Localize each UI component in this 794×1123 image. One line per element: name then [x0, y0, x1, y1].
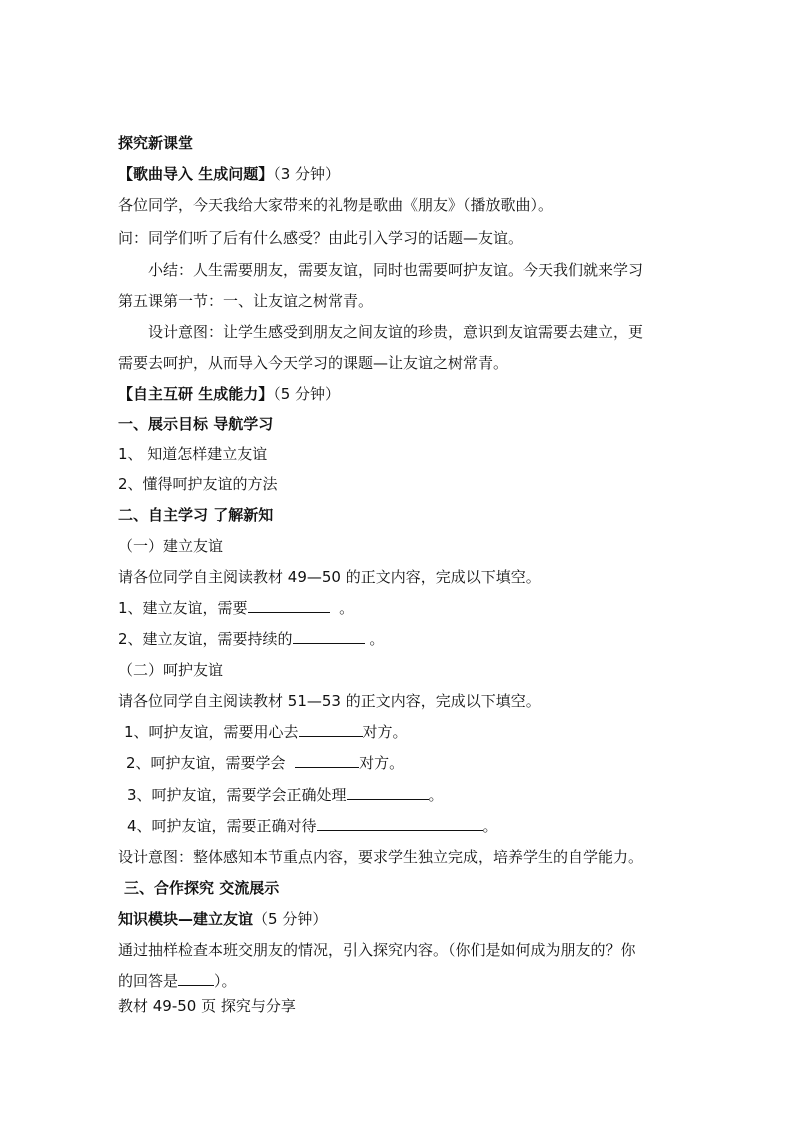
paragraph-design-2: 设计意图：整体感知本节重点内容，要求学生独立完成，培养学生的自学能力。 — [118, 848, 644, 866]
fill-blank[interactable] — [248, 598, 330, 613]
goal-item-2: 2、懂得呵护友谊的方法 — [118, 475, 278, 493]
fill-blank[interactable] — [293, 629, 365, 644]
instruction-reading-1: 请各位同学自主阅读教材 49—50 的正文内容，完成以下填空。 — [118, 568, 541, 586]
heading-knowledge-module — [118, 909, 327, 929]
heading-song-intro-time: （3 分钟） — [273, 165, 341, 183]
fill-item-6 — [127, 816, 498, 836]
heading-song-intro — [118, 164, 340, 184]
fill-item-5-text: 3、呵护友谊，需要学会正确处理 — [127, 786, 347, 804]
subheading-cooperate: 三、合作探究 交流展示 — [124, 879, 280, 897]
instruction-reading-2: 请各位同学自主阅读教材 51—53 的正文内容，完成以下填空。 — [118, 692, 541, 710]
fill-item-3-end: 对方。 — [362, 723, 408, 741]
fill-blank[interactable] — [178, 971, 214, 986]
fill-blank[interactable] — [317, 816, 483, 831]
fill-item-1 — [118, 598, 354, 618]
fill-item-3 — [124, 722, 408, 742]
heading-self-study — [118, 384, 340, 404]
fill-item-5-end: 。 — [428, 786, 444, 804]
fill-item-4-text: 2、呵护友谊，需要学会 — [126, 754, 286, 772]
paragraph-summary: 小结：人生需要朋友，需要友谊，同时也需要呵护友谊。今天我们就来学习 — [148, 261, 644, 279]
subheading-self-learning: 二、自主学习 了解新知 — [118, 506, 274, 524]
fill-item-3-text: 1、呵护友谊，需要用心去 — [124, 723, 299, 741]
fill-item-2-text: 2、建立友谊，需要持续的 — [118, 630, 293, 648]
fill-item-4 — [126, 753, 404, 773]
fill-blank[interactable] — [295, 753, 359, 768]
paragraph-design-cont: 需要去呵护，从而导入今天学习的课题—让友谊之树常青。 — [118, 354, 509, 372]
paragraph-summary-cont: 第五课第一节：一、让友谊之树常青。 — [118, 292, 374, 310]
paragraph-explore-cont-end: ）。 — [214, 972, 237, 990]
fill-item-5 — [127, 785, 444, 805]
fill-item-1-end: 。 — [339, 599, 355, 617]
subsection-build-friendship: （一）建立友谊 — [118, 537, 224, 555]
paragraph-intro: 各位同学，今天我给大家带来的礼物是歌曲《朋友》（播放歌曲）。 — [118, 196, 554, 214]
fill-item-6-end: 。 — [482, 817, 498, 835]
fill-item-2-end: 。 — [369, 630, 385, 648]
heading-knowledge-module-time: （5 分钟） — [253, 910, 328, 928]
goal-item-1: 1、 知道怎样建立友谊 — [118, 445, 268, 463]
heading-self-study-title: 【自主互研 生成能力】 — [118, 385, 274, 403]
paragraph-design: 设计意图：让学生感受到朋友之间友谊的珍贵，意识到友谊需要去建立，更 — [148, 323, 644, 341]
section-title: 探究新课堂 — [118, 134, 194, 152]
paragraph-explore-cont-text: 的回答是 — [118, 972, 179, 990]
heading-knowledge-module-title: 知识模块—建立友谊 — [118, 910, 254, 928]
fill-blank[interactable] — [347, 785, 429, 800]
fill-item-6-text: 4、呵护友谊，需要正确对待 — [127, 817, 317, 835]
fill-item-2 — [118, 629, 384, 649]
paragraph-explore: 通过抽样检查本班交朋友的情况，引入探究内容。（你们是如何成为朋友的？你 — [118, 941, 636, 959]
subsection-protect-friendship: （二）呵护友谊 — [118, 661, 224, 679]
heading-song-intro-title: 【歌曲导入 生成问题】 — [118, 165, 274, 183]
textbook-reference: 教材 49-50 页 探究与分享 — [118, 997, 296, 1015]
paragraph-explore-cont — [118, 971, 237, 991]
fill-item-1-text: 1、建立友谊，需要 — [118, 599, 248, 617]
fill-blank[interactable] — [299, 722, 363, 737]
heading-self-study-time: （5 分钟） — [273, 385, 341, 403]
paragraph-question: 问：同学们听了后有什么感受？由此引入学习的话题—友谊。 — [118, 229, 524, 247]
subheading-goals: 一、展示目标 导航学习 — [118, 415, 274, 433]
fill-item-4-end: 对方。 — [359, 754, 405, 772]
